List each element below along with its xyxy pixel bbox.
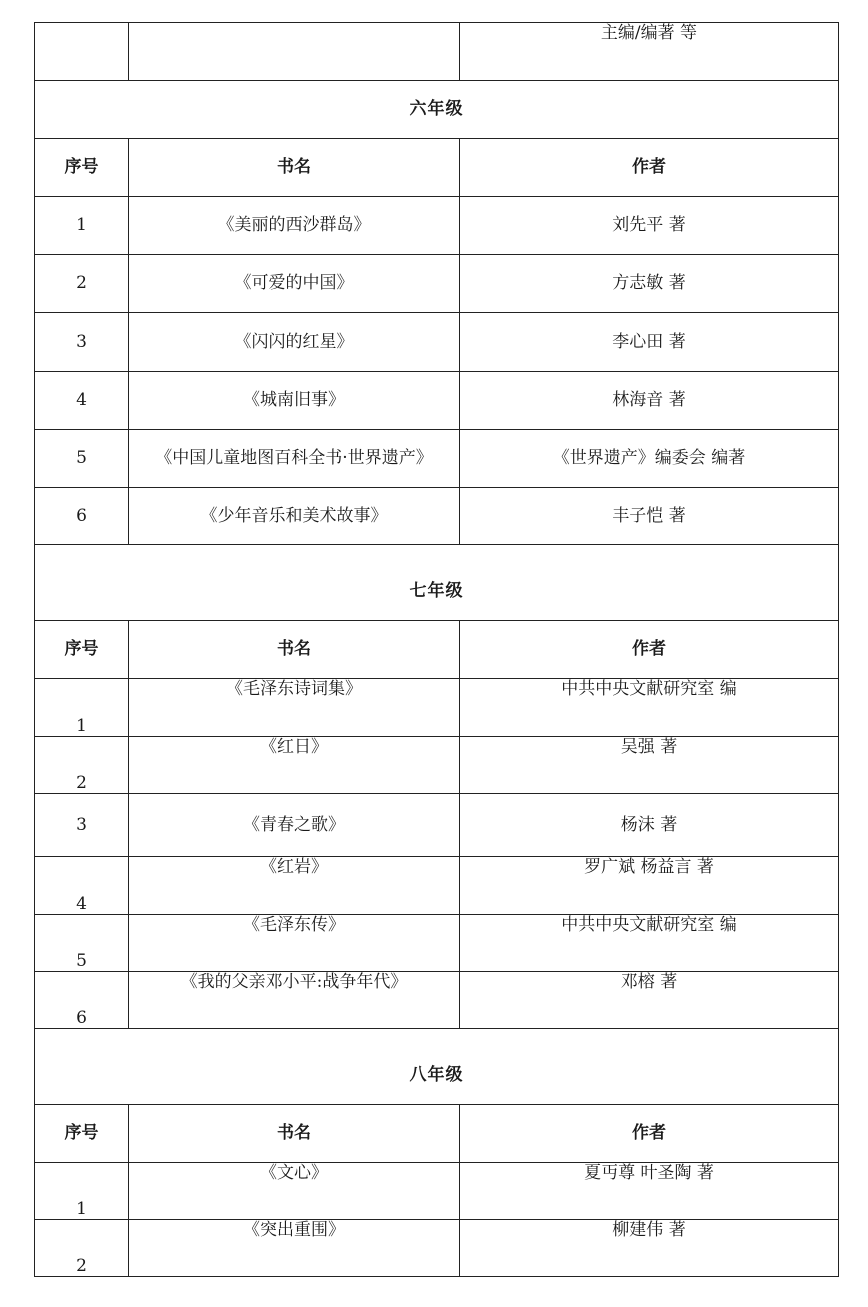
book-title: 《红岩》 <box>129 857 460 915</box>
book-author: 杨沫 著 <box>460 794 839 857</box>
table-row <box>35 915 839 972</box>
table-row <box>35 1220 839 1277</box>
grade-heading-row <box>35 1029 839 1105</box>
book-num: 2 <box>35 255 129 313</box>
book-num: 3 <box>35 313 129 372</box>
book-title: 《我的父亲邓小平:战争年代》 <box>129 972 460 1029</box>
grade-heading: 七年级 <box>35 545 839 621</box>
book-author: 柳建伟 著 <box>460 1220 839 1277</box>
table-row <box>35 255 839 313</box>
header-author: 作者 <box>460 139 839 197</box>
book-author: 吴强 著 <box>460 737 839 794</box>
header-author: 作者 <box>460 1105 839 1163</box>
header-author: 作者 <box>460 621 839 679</box>
header-title: 书名 <box>129 1105 460 1163</box>
book-num: 5 <box>35 430 129 488</box>
book-title: 《闪闪的红星》 <box>129 313 460 372</box>
grade-heading: 八年级 <box>35 1029 839 1105</box>
table-row <box>35 972 839 1029</box>
header-title: 书名 <box>129 139 460 197</box>
book-author: 邓榕 著 <box>460 972 839 1029</box>
book-title: 《毛泽东传》 <box>129 915 460 972</box>
book-author: 中共中央文献研究室 编 <box>460 915 839 972</box>
book-title: 《红日》 <box>129 737 460 794</box>
column-header-row <box>35 139 839 197</box>
book-title: 《文心》 <box>129 1163 460 1220</box>
book-author: 刘先平 著 <box>460 197 839 255</box>
table-row <box>35 372 839 430</box>
header-num: 序号 <box>35 139 129 197</box>
book-author: 《世界遗产》编委会 编著 <box>460 430 839 488</box>
table-row <box>35 197 839 255</box>
book-title: 《青春之歌》 <box>129 794 460 857</box>
book-num: 5 <box>35 915 129 972</box>
continued-num-cell <box>35 23 129 81</box>
book-author: 林海音 著 <box>460 372 839 430</box>
table-row <box>35 857 839 915</box>
table-row <box>35 1163 839 1220</box>
book-title: 《中国儿童地图百科全书·世界遗产》 <box>129 430 460 488</box>
book-num: 3 <box>35 794 129 857</box>
table-row <box>35 313 839 372</box>
table-row <box>35 679 839 737</box>
book-title: 《城南旧事》 <box>129 372 460 430</box>
book-num: 4 <box>35 857 129 915</box>
book-author: 罗广斌 杨益言 著 <box>460 857 839 915</box>
column-header-row <box>35 1105 839 1163</box>
table-row <box>35 794 839 857</box>
book-author: 中共中央文献研究室 编 <box>460 679 839 737</box>
header-num: 序号 <box>35 621 129 679</box>
book-author: 丰子恺 著 <box>460 488 839 545</box>
grade-heading: 六年级 <box>35 81 839 139</box>
table-row <box>35 488 839 545</box>
table-row <box>35 430 839 488</box>
book-num: 1 <box>35 679 129 737</box>
book-num: 2 <box>35 1220 129 1277</box>
book-title: 《突出重围》 <box>129 1220 460 1277</box>
header-num: 序号 <box>35 1105 129 1163</box>
book-num: 1 <box>35 1163 129 1220</box>
book-title: 《美丽的西沙群岛》 <box>129 197 460 255</box>
book-author: 夏丏尊 叶圣陶 著 <box>460 1163 839 1220</box>
table-row <box>35 737 839 794</box>
book-author: 方志敏 著 <box>460 255 839 313</box>
book-num: 6 <box>35 488 129 545</box>
header-title: 书名 <box>129 621 460 679</box>
book-title: 《少年音乐和美术故事》 <box>129 488 460 545</box>
continued-row <box>35 23 839 81</box>
book-author: 李心田 著 <box>460 313 839 372</box>
book-num: 6 <box>35 972 129 1029</box>
grade-heading-row <box>35 81 839 139</box>
book-title: 《毛泽东诗词集》 <box>129 679 460 737</box>
book-num: 4 <box>35 372 129 430</box>
column-header-row <box>35 621 839 679</box>
continued-author-cell: 主编/编著 等 <box>460 23 839 81</box>
reading-list-table <box>34 22 839 1277</box>
continued-title-cell <box>129 23 460 81</box>
book-num: 1 <box>35 197 129 255</box>
book-num: 2 <box>35 737 129 794</box>
book-title: 《可爱的中国》 <box>129 255 460 313</box>
grade-heading-row <box>35 545 839 621</box>
